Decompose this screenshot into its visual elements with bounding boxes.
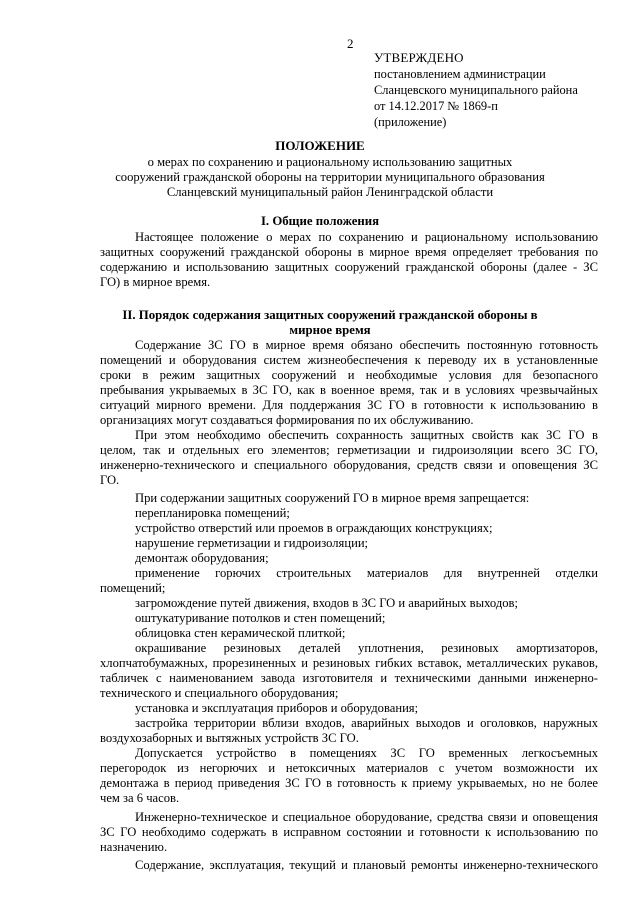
subtitle-line: о мерах по сохранению и рациональному использованию защитных <box>147 155 513 169</box>
approval-block <box>374 50 578 130</box>
list-item: загромождение путей движения, входов в ЗС ГО и аварийных выходов; <box>135 596 518 610</box>
approval-title: УТВЕРЖДЕНО <box>374 50 464 65</box>
section-1-heading: I. Общие положения <box>260 214 380 228</box>
text-line: ГО) в мирное время. <box>100 275 211 289</box>
text-line: инженерно-технического и специального оборудования, средств связи и оповещения ЗС <box>100 458 598 472</box>
text-line: защитных сооружений гражданской обороны в мирное время определяет требования по <box>100 245 598 259</box>
text-line: Настоящее положение о мерах по сохранению и рациональному использованию <box>135 230 598 244</box>
approval-line: от 14.12.2017 № 1869-п <box>374 99 498 113</box>
section-2-heading <box>100 308 560 338</box>
list-item: применение горючих строительных материалов для внутренней отделки <box>135 566 598 580</box>
text-line: назначению. <box>100 840 168 854</box>
text-line: ситуаций мирного времени. Для поддержания ЗС ГО в готовности к использованию в <box>100 398 598 412</box>
list-item-continuation: помещений; <box>100 581 166 595</box>
list-item-continuation: хлопчатобумажных, прорезиненных и резиновых гибких вставок, металлических рукавов, <box>100 656 598 670</box>
subtitle-line: сооружений гражданской обороны на территории муниципального образования <box>115 170 545 184</box>
text-line: помещений и оборудования систем жизнеобеспечения к переводу их в установленные <box>100 353 598 367</box>
section-2-heading-line: мирное время <box>289 323 371 337</box>
text-line: Содержание ЗС ГО в мирное время обязано обеспечить постоянную готовность <box>135 338 598 352</box>
approval-line: Сланцевского муниципального района <box>374 83 578 97</box>
approval-line: постановлением администрации <box>374 67 546 81</box>
text-line: Допускается устройство в помещениях ЗС ГО временных легкосъемных <box>135 746 598 760</box>
text-line: Содержание, эксплуатация, текущий и плановый ремонты инженерно-технического <box>135 858 598 872</box>
section-1-paragraph <box>100 230 598 290</box>
list-item-continuation: табличек с наименованием завода изготовителя и техническими данными инженерно- <box>100 671 598 685</box>
list-item-continuation: воздухозаборных и вытяжных устройств ЗС ГО. <box>100 731 359 745</box>
text-line: содержанию и использованию защитных сооружений гражданской обороны (далее - ЗС <box>100 260 598 274</box>
text-line: чем за 6 часов. <box>100 791 180 805</box>
approval-line: (приложение) <box>374 115 447 129</box>
list-item: застройка территории вблизи входов, аварийных выходов и оголовков, наружных <box>135 716 598 730</box>
list-item-continuation: технического и специального оборудования; <box>100 686 339 700</box>
text-line: демонтажа в период приведения ЗС ГО в готовность к приему укрываемых, но не более <box>100 776 598 790</box>
text-line: перегородок из негорючих и нетоксичных материалов с учетом возможности их <box>100 761 598 775</box>
list-item: установка и эксплуатация приборов и оборудования; <box>135 701 419 715</box>
list-item: перепланировка помещений; <box>135 506 290 520</box>
list-item: оштукатуривание потолков и стен помещений; <box>135 611 386 625</box>
text-line: ЗС ГО необходимо содержать в исправном состоянии и готовности к использованию по <box>100 825 598 839</box>
list-item: облицовка стен керамической плиткой; <box>135 626 346 640</box>
list-item: окрашивание резиновых деталей уплотнения, резиновых амортизаторов, <box>135 641 598 655</box>
document-subtitle <box>60 155 600 200</box>
text-line: пребывания укрываемых в ЗС ГО, как в военное время, так и в условиях чрезвычайных <box>100 383 598 397</box>
list-item: устройство отверстий или проемов в ограждающих конструкциях; <box>135 521 493 535</box>
text-line: сроки в режим защитных сооружений и необходимые условия для безопасного <box>100 368 598 382</box>
page-number: 2 <box>347 36 354 51</box>
text-line: При этом необходимо обеспечить сохранность защитных свойств как ЗС ГО в <box>135 428 598 442</box>
prohibited-intro: При содержании защитных сооружений ГО в мирное время запрещается: <box>135 491 530 505</box>
text-line: Инженерно-техническое и специальное оборудование, средства связи и оповещения <box>135 810 598 824</box>
text-line: ГО. <box>100 473 120 487</box>
text-line: целом, так и отдельных его элементов; герметизации и гидроизоляции всего ЗС ГО, <box>100 443 598 457</box>
list-item: нарушение герметизации и гидроизоляции; <box>135 536 369 550</box>
section-2-body <box>100 338 598 873</box>
document-title: ПОЛОЖЕНИЕ <box>275 138 365 153</box>
list-item: демонтаж оборудования; <box>135 551 269 565</box>
subtitle-line: Сланцевский муниципальный район Ленинградской области <box>166 185 494 199</box>
section-2-heading-line: II. Порядок содержания защитных сооружений гражданской обороны в <box>122 308 538 322</box>
text-line: организациях могут создаваться формирования по их обслуживанию. <box>100 413 474 427</box>
